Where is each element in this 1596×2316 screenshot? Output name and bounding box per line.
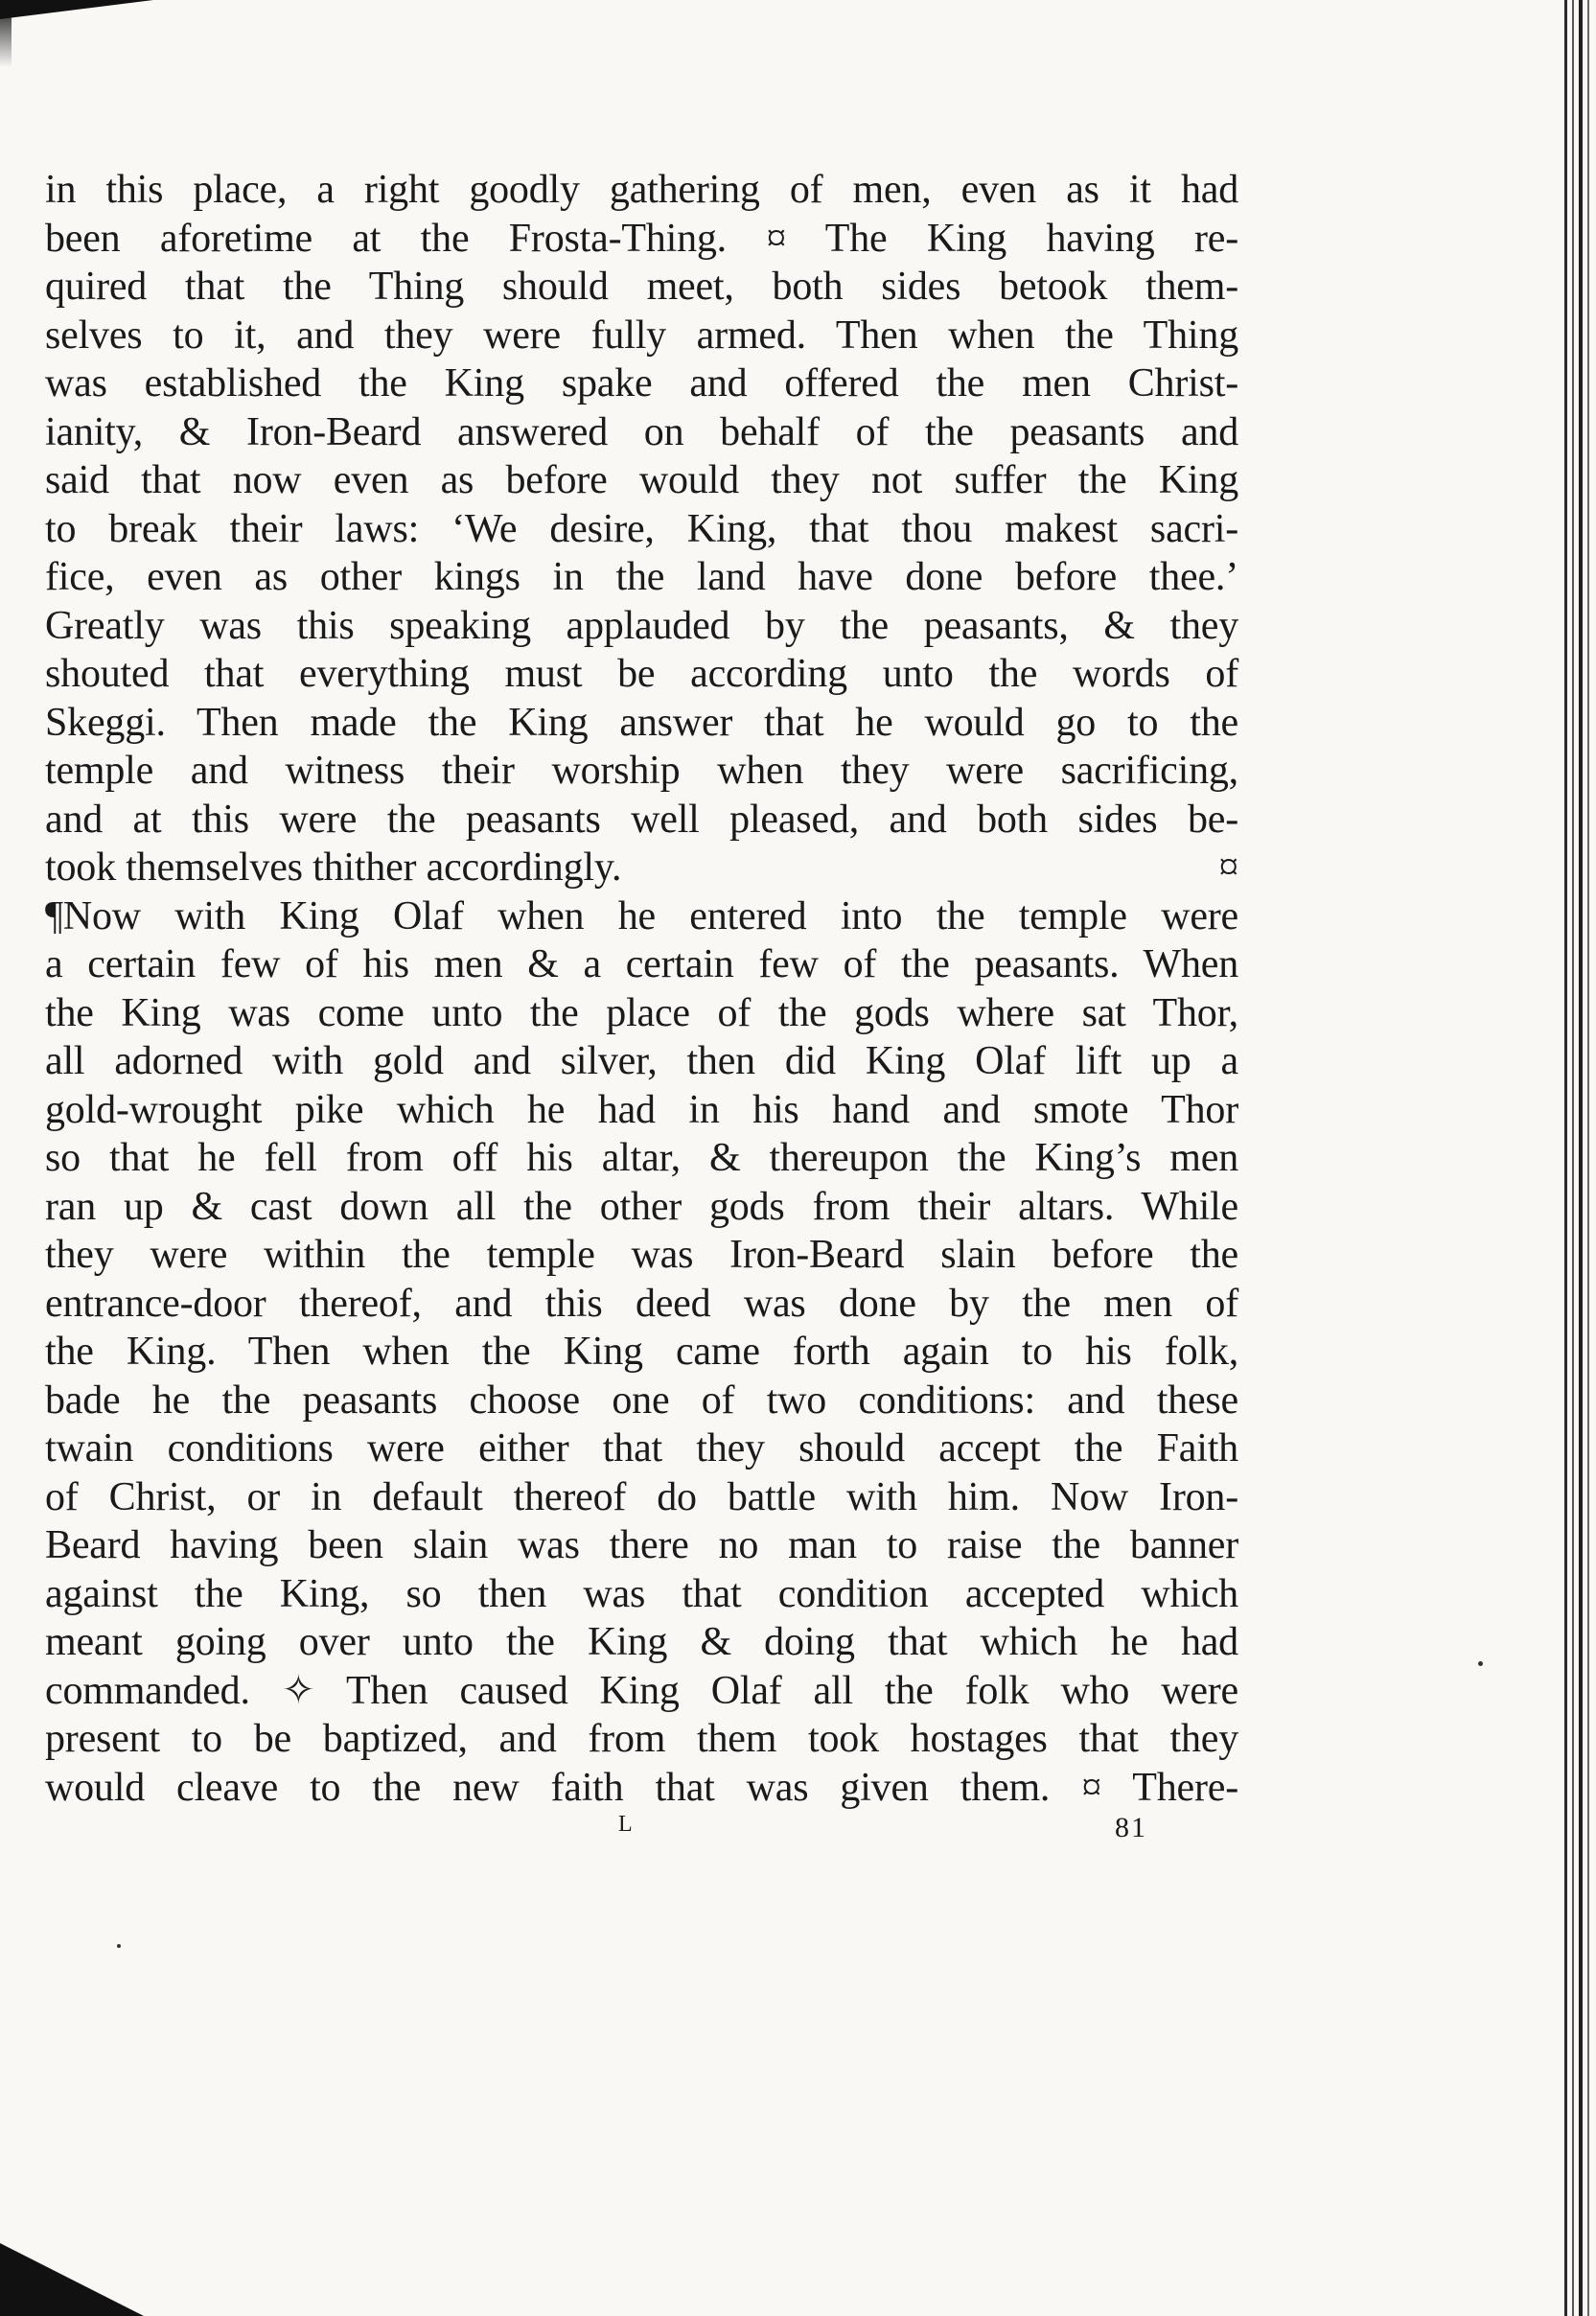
text-line: was established the King spake and offered the men Christ-: [45, 361, 1238, 405]
text-line: commanded. ✧ Then caused King Olaf all the folk who were: [45, 1668, 1238, 1713]
text-line: to break their laws: ‘We desire, King, that thou makest sacri-: [45, 506, 1238, 551]
text-line: twain conditions were either that they should accept the Faith: [45, 1426, 1238, 1471]
text-line: present to be baptized, and from them took hostages that they: [45, 1717, 1238, 1761]
page-corner-mark-top: [0, 0, 153, 19]
text-line: they were within the temple was Iron-Beard slain before the: [45, 1233, 1238, 1277]
body-text: [45, 166, 1238, 1812]
text-line: meant going over unto the King & doing that which he had: [45, 1620, 1238, 1664]
ink-speck: [117, 1944, 121, 1948]
gutter-line: [1579, 0, 1583, 2316]
text-line: all adorned with gold and silver, then did King Olaf lift up a: [45, 1039, 1238, 1083]
text-line: the King. Then when the King came forth again to his folk,: [45, 1330, 1238, 1374]
text-line: gold-wrought pike which he had in his hand and smote Thor: [45, 1087, 1238, 1132]
text-line: selves to it, and they were fully armed. Then when the Thing: [45, 313, 1238, 358]
text-line: in this place, a right goodly gathering of men, even as it had: [45, 168, 1238, 212]
text-line: temple and witness their worship when they were sacrificing,: [45, 749, 1238, 793]
text-line: a certain few of his men & a certain few of the peasants. When: [45, 942, 1238, 986]
text-line: ianity, & Iron-Beard answered on behalf of the peasants and: [45, 409, 1238, 454]
text-line: ¶Now with King Olaf when he entered into the temple were: [45, 893, 1238, 938]
page-corner-shadow-top: [0, 0, 12, 67]
text-line: and at this were the peasants well pleased, and both sides be-: [45, 797, 1238, 842]
paragraph-end-ornament: ¤: [1218, 845, 1238, 890]
text-line: against the King, so then was that condition accepted which: [45, 1571, 1238, 1616]
text-line: entrance-door thereof, and this deed was done by the men of: [45, 1281, 1238, 1326]
text-line: fice, even as other kings in the land have done before thee.’: [45, 555, 1238, 599]
gutter-line: [1572, 0, 1574, 2316]
text-line: of Christ, or in default thereof do battle with him. Now Iron-: [45, 1474, 1238, 1519]
page-corner-mark-bottom: [0, 2243, 144, 2316]
text-line: quired that the Thing should meet, both sides betook them-: [45, 265, 1238, 309]
paragraph-end-line: [45, 844, 1238, 892]
text-line: bade he the peasants choose one of two conditions: and these: [45, 1378, 1238, 1423]
text-line: Beard having been slain was there no man to raise the banner: [45, 1523, 1238, 1567]
text-line-content: took themselves thither accordingly.: [45, 845, 622, 890]
text-line: so that he fell from off his altar, & thereupon the King’s men: [45, 1136, 1238, 1180]
text-line: the King was come unto the place of the gods where sat Thor,: [45, 990, 1238, 1035]
text-line: shouted that everything must be according unto the words of: [45, 652, 1238, 696]
gutter-line: [1564, 0, 1567, 2316]
ink-speck: [1478, 1661, 1483, 1666]
signature-mark: L: [618, 1812, 635, 1837]
page-number: 81: [1115, 1812, 1147, 1843]
text-line: been aforetime at the Frosta-Thing. ¤ The King having re-: [45, 216, 1238, 261]
text-line: said that now even as before would they not suffer the King: [45, 458, 1238, 502]
text-line: would cleave to the new faith that was given them. ¤ There-: [45, 1765, 1238, 1810]
text-line: Greatly was this speaking applauded by the peasants, & they: [45, 603, 1238, 648]
text-line: ran up & cast down all the other gods from their altars. While: [45, 1184, 1238, 1229]
text-line: Skeggi. Then made the King answer that he would go to the: [45, 700, 1238, 745]
gutter-line: [1587, 0, 1589, 2316]
